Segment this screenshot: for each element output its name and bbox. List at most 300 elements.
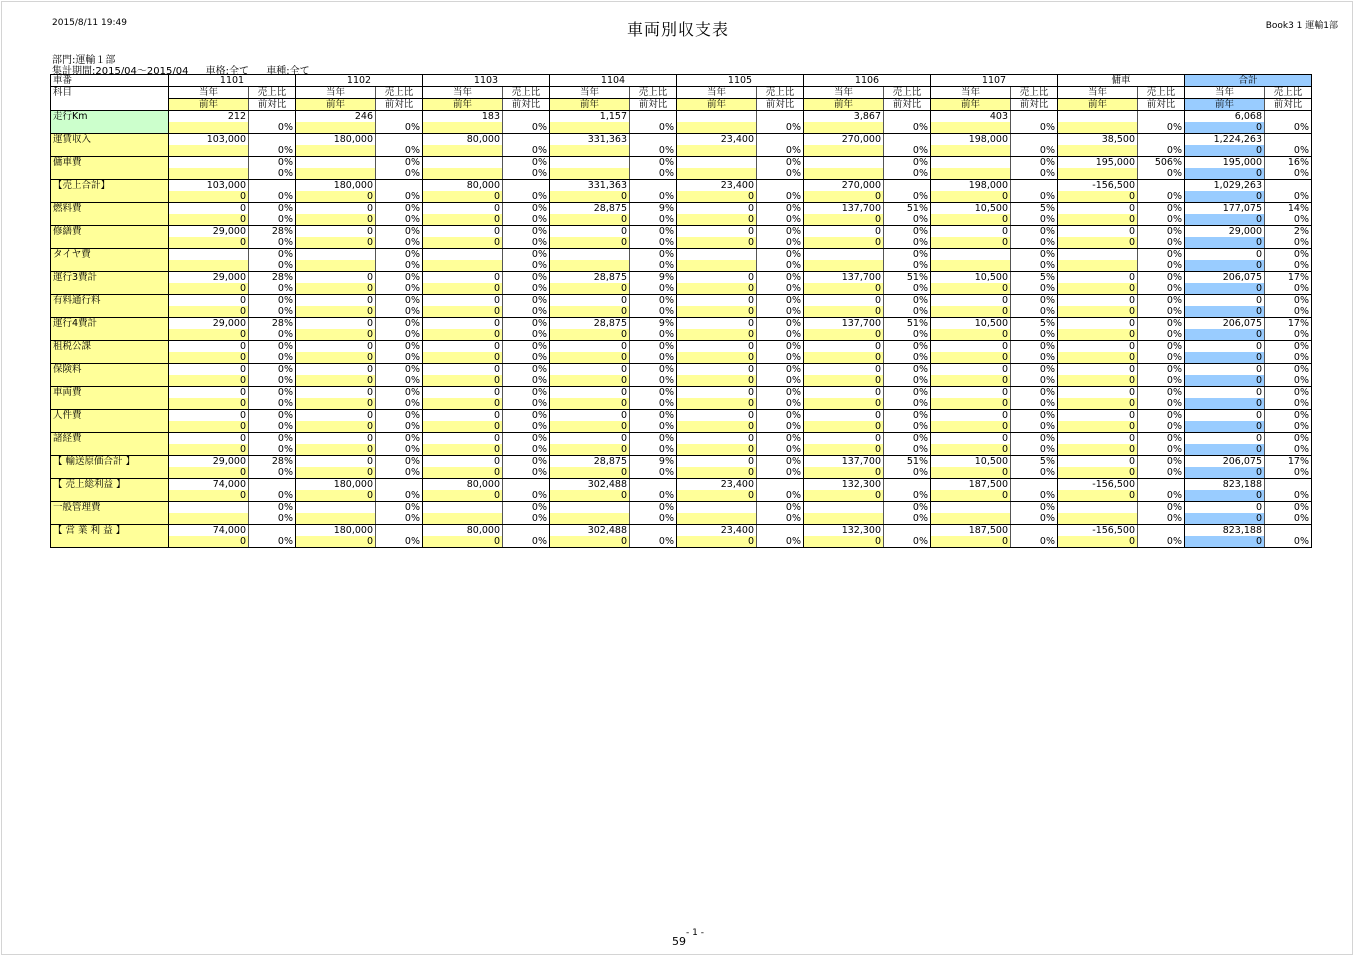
prev-value: 0 xyxy=(804,237,884,249)
sales-ratio: 9% xyxy=(630,456,677,468)
current-value: 38,500 xyxy=(1101,134,1135,145)
sales-ratio: 9% xyxy=(630,318,677,330)
yoy-ratio: 0% xyxy=(503,536,550,548)
current-value: 0 xyxy=(493,272,500,283)
sales-ratio xyxy=(503,111,550,123)
sub-header-yoy: 前対比 xyxy=(249,99,296,111)
row-label: 有料通行料 xyxy=(51,295,169,318)
sales-ratio: 0% xyxy=(757,203,804,215)
sales-ratio: 0% xyxy=(884,341,931,353)
yoy-ratio: 0% xyxy=(757,237,804,249)
sales-ratio xyxy=(757,180,804,192)
vehicle-header: 合計 xyxy=(1185,75,1312,87)
current-value: 403 xyxy=(989,111,1008,122)
table-row xyxy=(51,306,1312,318)
prev-value: 0 xyxy=(931,329,1011,341)
sales-ratio: 0% xyxy=(249,387,296,399)
yoy-ratio: 0% xyxy=(630,398,677,410)
prev-value: 0 xyxy=(296,421,376,433)
sales-ratio: 0% xyxy=(1265,249,1312,261)
current-value: 74,000 xyxy=(212,525,246,536)
yoy-ratio: 0% xyxy=(630,214,677,226)
yoy-ratio: 0% xyxy=(1138,352,1185,364)
yoy-ratio: 0% xyxy=(1265,283,1312,295)
sub-header-prev: 前年 xyxy=(296,99,376,111)
prev-value: 0 xyxy=(1185,352,1265,364)
sales-ratio xyxy=(249,525,296,537)
sales-ratio xyxy=(630,180,677,192)
prev-value: 0 xyxy=(423,237,503,249)
table-row xyxy=(51,490,1312,502)
prev-value: 0 xyxy=(423,214,503,226)
prev-value: 0 xyxy=(1185,306,1265,318)
current-value: 0 xyxy=(747,364,754,375)
prev-value: 0 xyxy=(804,444,884,456)
prev-value: 0 xyxy=(804,398,884,410)
sales-ratio: 0% xyxy=(376,226,423,238)
current-value: 0 xyxy=(366,341,373,352)
sub-header-yoy: 前対比 xyxy=(1265,99,1312,111)
yoy-ratio: 0% xyxy=(503,122,550,134)
sales-ratio: 2% xyxy=(1265,226,1312,238)
sub-header-prev: 前年 xyxy=(169,99,249,111)
sales-ratio: 5% xyxy=(1011,456,1058,468)
current-value: 0 xyxy=(366,387,373,398)
current-value: 0 xyxy=(1128,364,1135,375)
prev-value: 0 xyxy=(931,191,1011,203)
current-value xyxy=(296,249,376,261)
sales-ratio: 0% xyxy=(376,318,423,330)
prev-value: 0 xyxy=(931,283,1011,295)
sales-ratio: 0% xyxy=(630,295,677,307)
yoy-ratio: 0% xyxy=(1138,237,1185,249)
sales-ratio: 0% xyxy=(757,272,804,284)
prev-value: 0 xyxy=(677,352,757,364)
row-label: 【 営 業 利 益 】 xyxy=(51,525,169,548)
sales-ratio: 0% xyxy=(884,249,931,261)
yoy-ratio: 0% xyxy=(630,237,677,249)
subject-label-blank xyxy=(51,99,169,111)
sales-ratio: 0% xyxy=(1011,387,1058,399)
sales-ratio xyxy=(376,180,423,192)
yoy-ratio: 0% xyxy=(1265,191,1312,203)
prev-value: 0 xyxy=(804,214,884,226)
yoy-ratio: 0% xyxy=(884,467,931,479)
sub-header-ratio: 売上比 xyxy=(630,87,677,99)
yoy-ratio: 0% xyxy=(376,260,423,272)
table-row xyxy=(51,318,1312,330)
current-value: 80,000 xyxy=(466,134,500,145)
prev-value: 0 xyxy=(677,421,757,433)
yoy-ratio: 0% xyxy=(376,398,423,410)
current-value: 270,000 xyxy=(841,134,881,145)
current-value: 823,188 xyxy=(1222,525,1262,536)
sales-ratio: 0% xyxy=(1011,410,1058,422)
yoy-ratio: 0% xyxy=(1011,214,1058,226)
table-row xyxy=(51,180,1312,192)
current-value: 0 xyxy=(620,295,627,306)
yoy-ratio: 0% xyxy=(1138,283,1185,295)
yoy-ratio: 0% xyxy=(1138,145,1185,157)
sub-header-current: 当年 xyxy=(931,87,1011,99)
prev-value: 0 xyxy=(1185,490,1265,502)
yoy-ratio: 0% xyxy=(1011,444,1058,456)
sales-ratio: 5% xyxy=(1011,203,1058,215)
current-value: 0 xyxy=(366,364,373,375)
current-value: 0 xyxy=(874,226,881,237)
current-value: 0 xyxy=(366,410,373,421)
prev-value xyxy=(550,513,630,525)
vehicle-header: 1105 xyxy=(677,75,804,87)
prev-value: 0 xyxy=(296,306,376,318)
sales-ratio: 0% xyxy=(1138,456,1185,468)
prev-value: 0 xyxy=(423,444,503,456)
current-value: 0 xyxy=(620,364,627,375)
yoy-ratio: 0% xyxy=(376,467,423,479)
yoy-ratio: 0% xyxy=(376,536,423,548)
current-value: 3,867 xyxy=(853,111,881,122)
current-value: 0 xyxy=(747,410,754,421)
prev-value: 0 xyxy=(931,467,1011,479)
prev-value xyxy=(423,513,503,525)
current-value: 0 xyxy=(1255,249,1262,260)
yoy-ratio: 0% xyxy=(249,214,296,226)
current-value: 0 xyxy=(493,410,500,421)
sales-ratio: 0% xyxy=(249,203,296,215)
sales-ratio xyxy=(757,111,804,123)
sales-ratio: 0% xyxy=(884,410,931,422)
prev-value: 0 xyxy=(169,283,249,295)
sales-ratio xyxy=(630,525,677,537)
sales-ratio xyxy=(249,479,296,491)
yoy-ratio: 0% xyxy=(376,513,423,525)
yoy-ratio: 0% xyxy=(630,513,677,525)
yoy-ratio: 0% xyxy=(1011,375,1058,387)
row-label: タイヤ費 xyxy=(51,249,169,272)
prev-value: 0 xyxy=(931,306,1011,318)
prev-value: 0 xyxy=(804,490,884,502)
current-value: 195,000 xyxy=(1095,157,1135,168)
sales-ratio: 14% xyxy=(1265,203,1312,215)
yoy-ratio: 0% xyxy=(757,122,804,134)
prev-value: 0 xyxy=(550,329,630,341)
sales-ratio: 0% xyxy=(884,502,931,514)
sales-ratio: 0% xyxy=(757,341,804,353)
yoy-ratio: 0% xyxy=(249,467,296,479)
yoy-ratio: 0% xyxy=(1011,329,1058,341)
book-label: Book3 1 運輸1部 xyxy=(1265,21,1338,31)
current-value: 0 xyxy=(493,456,500,467)
prev-value xyxy=(423,145,503,157)
sales-ratio: 0% xyxy=(503,387,550,399)
yoy-ratio: 0% xyxy=(1265,490,1312,502)
prev-value: 0 xyxy=(169,536,249,548)
prev-value: 0 xyxy=(296,329,376,341)
yoy-ratio: 0% xyxy=(503,237,550,249)
current-value: 1,157 xyxy=(599,111,627,122)
row-label: 修繕費 xyxy=(51,226,169,249)
current-value: 0 xyxy=(1001,433,1008,444)
row-label: 一般管理費 xyxy=(51,502,169,525)
prev-value: 0 xyxy=(169,421,249,433)
current-value: 1,224,263 xyxy=(1213,134,1262,145)
sales-ratio xyxy=(1265,479,1312,491)
prev-value: 0 xyxy=(804,352,884,364)
prev-value: 0 xyxy=(1058,283,1138,295)
prev-value: 0 xyxy=(550,283,630,295)
prev-value: 0 xyxy=(296,398,376,410)
row-label: 保険料 xyxy=(51,364,169,387)
table-row xyxy=(51,122,1312,134)
yoy-ratio: 0% xyxy=(757,191,804,203)
sales-ratio: 0% xyxy=(1138,364,1185,376)
prev-value: 0 xyxy=(1058,329,1138,341)
current-value xyxy=(931,502,1011,514)
yoy-ratio: 0% xyxy=(376,444,423,456)
prev-value xyxy=(550,168,630,180)
prev-value: 0 xyxy=(296,490,376,502)
current-value: 0 xyxy=(1001,341,1008,352)
row-label: 傭車費 xyxy=(51,157,169,180)
prev-value: 0 xyxy=(804,375,884,387)
table-row xyxy=(51,513,1312,525)
sub-header-prev: 前年 xyxy=(423,99,503,111)
prev-value: 0 xyxy=(804,467,884,479)
current-value: 0 xyxy=(366,203,373,214)
prev-value: 0 xyxy=(1185,237,1265,249)
row-label: 租税公課 xyxy=(51,341,169,364)
yoy-ratio: 0% xyxy=(503,513,550,525)
current-value xyxy=(169,157,249,169)
row-label: 人件費 xyxy=(51,410,169,433)
prev-value: 0 xyxy=(296,283,376,295)
sales-ratio: 0% xyxy=(376,433,423,445)
yoy-ratio: 0% xyxy=(376,214,423,226)
current-value xyxy=(931,157,1011,169)
current-value: 0 xyxy=(493,364,500,375)
yoy-ratio: 0% xyxy=(1011,398,1058,410)
income-expense-table xyxy=(50,74,1312,548)
yoy-ratio: 0% xyxy=(1011,490,1058,502)
current-value xyxy=(550,249,630,261)
current-value: 132,300 xyxy=(841,479,881,490)
yoy-ratio: 0% xyxy=(630,352,677,364)
prev-value xyxy=(423,122,503,134)
prev-value: 0 xyxy=(1185,168,1265,180)
prev-value: 0 xyxy=(931,421,1011,433)
table-row xyxy=(51,191,1312,203)
prev-value: 0 xyxy=(169,490,249,502)
yoy-ratio: 0% xyxy=(757,352,804,364)
prev-value: 0 xyxy=(550,191,630,203)
sub-header-prev: 前年 xyxy=(1185,99,1265,111)
yoy-ratio: 0% xyxy=(1265,306,1312,318)
prev-value: 0 xyxy=(1185,214,1265,226)
current-value xyxy=(1058,502,1138,514)
vehicle-header: 1102 xyxy=(296,75,423,87)
current-value: 195,000 xyxy=(1222,157,1262,168)
current-value: 0 xyxy=(874,364,881,375)
sub-header-yoy: 前対比 xyxy=(630,99,677,111)
sales-ratio: 0% xyxy=(757,387,804,399)
current-value: 212 xyxy=(227,111,246,122)
current-value xyxy=(677,157,757,169)
sub-header-current: 当年 xyxy=(1058,87,1138,99)
prev-value: 0 xyxy=(296,237,376,249)
sales-ratio xyxy=(757,479,804,491)
sales-ratio: 0% xyxy=(503,203,550,215)
yoy-ratio: 0% xyxy=(1265,513,1312,525)
sub-header-prev: 前年 xyxy=(550,99,630,111)
current-value xyxy=(804,249,884,261)
current-value: 0 xyxy=(1255,502,1262,513)
sales-ratio: 0% xyxy=(1265,410,1312,422)
sales-ratio: 0% xyxy=(249,249,296,261)
yoy-ratio: 0% xyxy=(630,444,677,456)
sales-ratio: 0% xyxy=(1011,226,1058,238)
prev-value xyxy=(931,513,1011,525)
yoy-ratio: 0% xyxy=(376,421,423,433)
prev-value: 0 xyxy=(1185,536,1265,548)
sales-ratio xyxy=(249,134,296,146)
current-value: 29,000 xyxy=(212,318,246,329)
sub-header-yoy: 前対比 xyxy=(1011,99,1058,111)
prev-value xyxy=(931,145,1011,157)
sales-ratio: 0% xyxy=(1265,433,1312,445)
current-value: 6,068 xyxy=(1234,111,1262,122)
sales-ratio xyxy=(1138,525,1185,537)
current-value: 180,000 xyxy=(333,180,373,191)
sub-header-ratio: 売上比 xyxy=(249,87,296,99)
row-label: 諸経費 xyxy=(51,433,169,456)
yoy-ratio: 0% xyxy=(757,398,804,410)
sales-ratio: 51% xyxy=(884,318,931,330)
current-value: 0 xyxy=(493,433,500,444)
current-value: 0 xyxy=(747,433,754,444)
current-value: 10,500 xyxy=(974,203,1008,214)
prev-value: 0 xyxy=(677,490,757,502)
current-value xyxy=(804,157,884,169)
yoy-ratio: 0% xyxy=(884,444,931,456)
sub-header-ratio: 売上比 xyxy=(884,87,931,99)
yoy-ratio: 0% xyxy=(1011,283,1058,295)
current-value: 0 xyxy=(874,295,881,306)
yoy-ratio: 0% xyxy=(884,283,931,295)
header-row-sub2 xyxy=(51,99,1312,111)
prev-value: 0 xyxy=(1058,398,1138,410)
prev-value xyxy=(550,260,630,272)
current-value: 0 xyxy=(1128,295,1135,306)
current-value: 177,075 xyxy=(1222,203,1262,214)
sales-ratio: 0% xyxy=(249,341,296,353)
table-row xyxy=(51,283,1312,295)
prev-value xyxy=(1058,145,1138,157)
prev-value: 0 xyxy=(804,329,884,341)
yoy-ratio: 0% xyxy=(757,214,804,226)
sales-ratio: 0% xyxy=(757,410,804,422)
current-value: 0 xyxy=(493,387,500,398)
sales-ratio: 0% xyxy=(503,364,550,376)
sales-ratio: 0% xyxy=(1265,295,1312,307)
sales-ratio xyxy=(1138,111,1185,123)
current-value: 180,000 xyxy=(333,134,373,145)
prev-value: 0 xyxy=(804,536,884,548)
sub-header-current: 当年 xyxy=(169,87,249,99)
sales-ratio: 0% xyxy=(1265,387,1312,399)
row-label: 【売上合計】 xyxy=(51,180,169,203)
sales-ratio: 0% xyxy=(757,249,804,261)
yoy-ratio: 0% xyxy=(503,375,550,387)
sales-ratio: 0% xyxy=(757,295,804,307)
sales-ratio xyxy=(1011,180,1058,192)
yoy-ratio: 0% xyxy=(1265,375,1312,387)
current-value: 0 xyxy=(366,295,373,306)
table-row xyxy=(51,214,1312,226)
prev-value: 0 xyxy=(1058,421,1138,433)
yoy-ratio: 0% xyxy=(1138,306,1185,318)
yoy-ratio: 0% xyxy=(1011,536,1058,548)
current-value: 0 xyxy=(493,318,500,329)
sales-ratio: 0% xyxy=(376,203,423,215)
current-value: 137,700 xyxy=(841,456,881,467)
current-value: 0 xyxy=(620,341,627,352)
current-value xyxy=(296,502,376,514)
yoy-ratio: 0% xyxy=(884,168,931,180)
sales-ratio: 0% xyxy=(249,295,296,307)
current-value: 246 xyxy=(354,111,373,122)
prev-value: 0 xyxy=(804,191,884,203)
yoy-ratio: 0% xyxy=(884,145,931,157)
prev-value: 0 xyxy=(1185,444,1265,456)
current-value: 0 xyxy=(239,433,246,444)
yoy-ratio: 0% xyxy=(1138,398,1185,410)
sales-ratio xyxy=(1265,180,1312,192)
sub-header-current: 当年 xyxy=(296,87,376,99)
sales-ratio xyxy=(630,111,677,123)
yoy-ratio: 0% xyxy=(1138,191,1185,203)
prev-value: 0 xyxy=(550,467,630,479)
sales-ratio xyxy=(376,111,423,123)
current-value: 331,363 xyxy=(587,180,627,191)
prev-value xyxy=(677,168,757,180)
current-value: 29,000 xyxy=(212,272,246,283)
current-value: 0 xyxy=(1255,295,1262,306)
yoy-ratio: 0% xyxy=(1265,122,1312,134)
yoy-ratio: 0% xyxy=(757,421,804,433)
current-value: 0 xyxy=(1128,272,1135,283)
current-value: 0 xyxy=(1255,364,1262,375)
row-label: 走行Km xyxy=(51,111,169,134)
sales-ratio: 0% xyxy=(884,433,931,445)
print-datetime: 2015/8/11 19:49 xyxy=(52,18,127,28)
prev-value: 0 xyxy=(1058,306,1138,318)
yoy-ratio: 0% xyxy=(1011,237,1058,249)
current-value xyxy=(677,249,757,261)
yoy-ratio: 0% xyxy=(249,191,296,203)
current-value: 0 xyxy=(493,295,500,306)
yoy-ratio: 0% xyxy=(503,145,550,157)
current-value: 0 xyxy=(239,387,246,398)
sales-ratio: 28% xyxy=(249,272,296,284)
current-value: 0 xyxy=(1128,203,1135,214)
yoy-ratio: 0% xyxy=(376,375,423,387)
prev-value: 0 xyxy=(1058,375,1138,387)
yoy-ratio: 0% xyxy=(1265,398,1312,410)
prev-value: 0 xyxy=(1185,467,1265,479)
sales-ratio: 0% xyxy=(757,364,804,376)
current-value: 0 xyxy=(747,203,754,214)
yoy-ratio: 0% xyxy=(1138,168,1185,180)
